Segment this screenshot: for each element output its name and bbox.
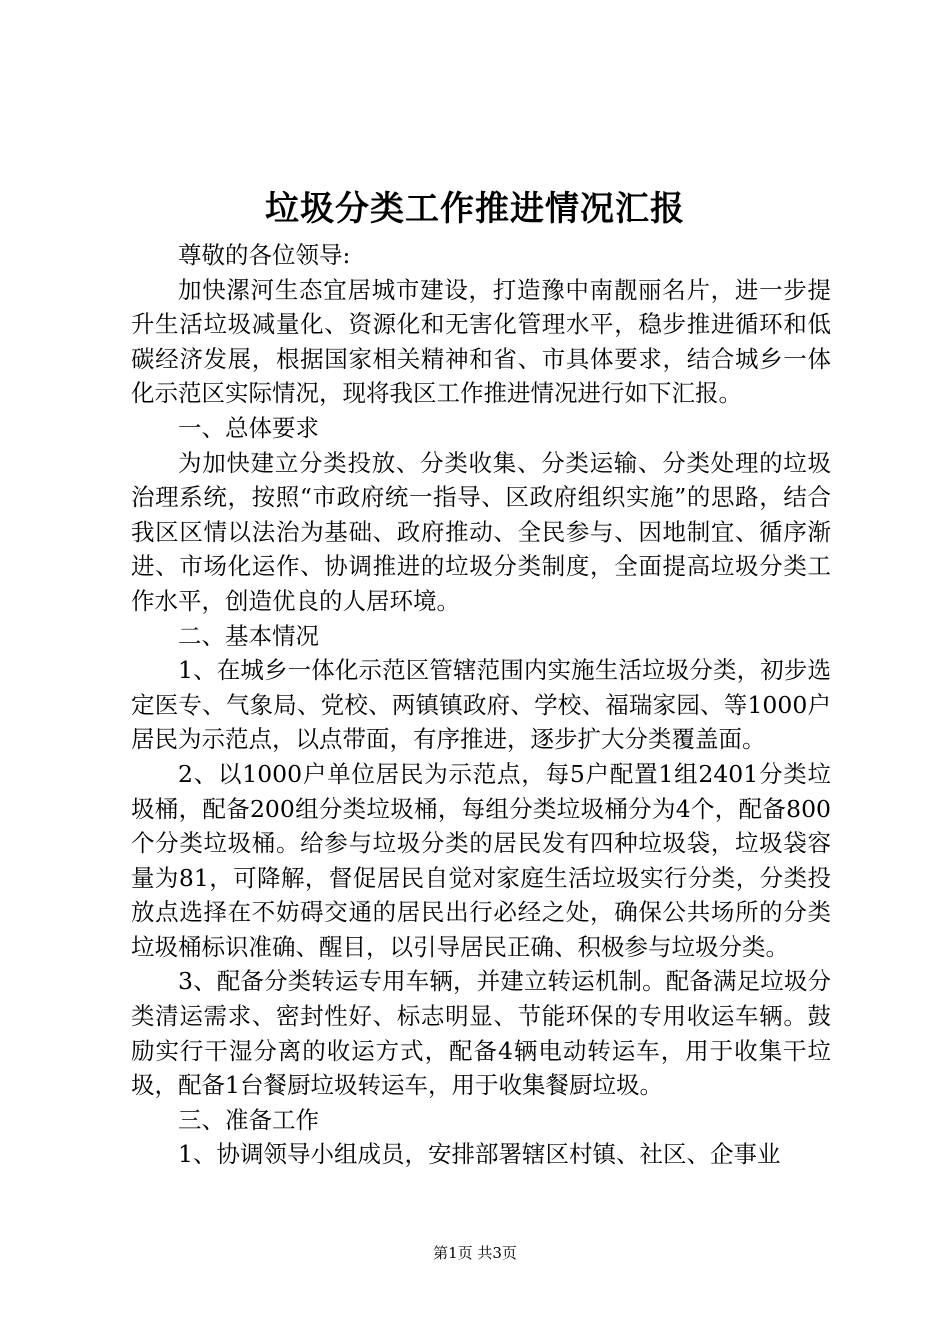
body-paragraph: 1、在城乡一体化示范区管辖范围内实施生活垃圾分类，初步选定医专、气象局、党校、两镇镇政府、学校、福瑞家园、等1000户居民为示范点，以点带面，有序推进，逐步扩大分类覆盖面。 xyxy=(131,656,831,754)
salutation: 尊敬的各位领导: xyxy=(178,241,351,269)
page-footer: 第1页 共3页 xyxy=(433,1244,517,1262)
section-heading: 二、基本情况 xyxy=(178,621,319,650)
body-paragraph: 为加快建立分类投放、分类收集、分类运输、分类处理的垃圾治理系统，按照“市政府统一指导、区政府组织实施”的思路，结合我区区情以法治为基础、政府推动、全民参与、因地制宜、循序渐进、市场化运作、协调推进的垃圾分类制度，全面提高垃圾分类工作水平，创造优良的人居环境。 xyxy=(131,448,831,615)
document-body xyxy=(131,238,831,1172)
section-heading: 一、总体要求 xyxy=(178,413,319,442)
body-paragraph: 2、以1000户单位居民为示范点，每5户配置1组2401分类垃圾桶，配备200组分类垃圾桶，每组分类垃圾桶分为4个，配备800个分类垃圾桶。给参与垃圾分类的居民发有四种垃圾袋，垃圾袋容量为81，可降解，督促居民自觉对家庭生活垃圾实行分类，分类投放点选择在不妨碍交通的居民出行必经之处，确保公共场所的分类垃圾桶标识准确、醒目，以引导居民正确、积极参与垃圾分类。 xyxy=(131,759,831,961)
intro-paragraph: 加快漯河生态宜居城市建设，打造豫中南靓丽名片，进一步提升生活垃圾减量化、资源化和无害化管理水平，稳步推进循环和低碳经济发展，根据国家相关精神和省、市具体要求，结合城乡一体化示范区实际情况，现将我区工作推进情况进行如下汇报。 xyxy=(131,275,831,408)
body-paragraph: 1、协调领导小组成员，安排部署辖区村镇、社区、企事业 xyxy=(178,1140,781,1169)
document-title: 垃圾分类工作推进情况汇报 xyxy=(265,189,685,229)
body-paragraph: 3、配备分类转运专用车辆，并建立转运机制。配备满足垃圾分类清运需求、密封性好、标志明显、节能环保的专用收运车辆。鼓励实行干湿分离的收运方式，配备4辆电动转运车，用于收集干垃圾，配备1台餐厨垃圾转运车，用于收集餐厨垃圾。 xyxy=(131,967,831,1100)
section-heading: 三、准备工作 xyxy=(178,1105,319,1134)
